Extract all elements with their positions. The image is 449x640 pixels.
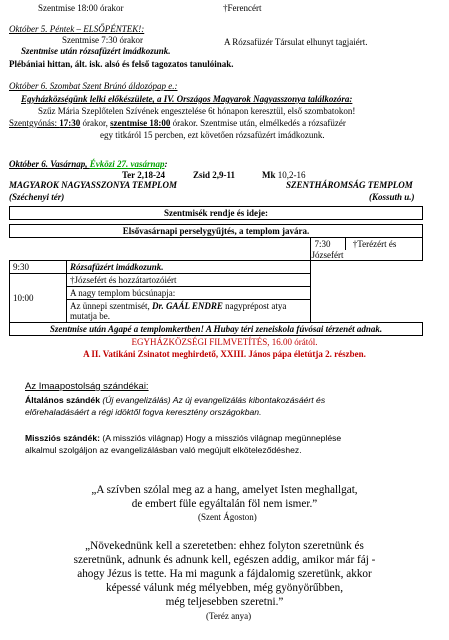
top-intention: †Ferencért	[223, 3, 262, 13]
quote2-author: (Teréz anya)	[206, 611, 252, 621]
time-1000-intent: †Józsefért és hozzátartozóiért	[67, 274, 311, 287]
sunday-heading: Október 6. Vasárnap, Évközi 27. vasárnap:	[9, 159, 168, 169]
church-right-location: (Kossuth u.)	[369, 192, 415, 202]
oct5-mass: Szentmise 7:30 órakor	[62, 35, 143, 45]
agape-notice: Szentmise után Agapé a templomkertben! A Hubay téri zeneiskola fúvósai térzenét adnak.	[10, 323, 423, 336]
mission-intention: Missziós szándék: (A missziós világnap) Hogy a missziós világnap megünneplése	[25, 433, 342, 443]
quote2-line1: „Növekednünk kell a szeretetben: ehhez folyton szeretnünk és	[85, 540, 364, 552]
quote2-line4: képessé válunk még mélyebben, még gyönyörűbben,	[105, 582, 344, 594]
quote2-line2: szeretnünk, adnunk és adnunk kell, egészen addig, amikor már fáj -	[73, 554, 376, 566]
prayer-heading: Az Imaapostolság szándékai:	[25, 381, 149, 392]
quote1-line2: de embert füle egyáltalán föl nem ismer.”	[131, 498, 318, 510]
oct6-line3: egy titkáról 15 percben, ezt követően rózsafüzért imádkozunk.	[100, 130, 325, 140]
church-right: SZENTHÁROMSÁG TEMPLOM	[286, 180, 413, 190]
oct5-after-mass: Szentmise után rózsafüzért imádkozunk.	[21, 46, 171, 56]
church-left: MAGYAROK NAGYASSZONYA TEMPLOM	[9, 180, 178, 190]
film-title: EGYHÁZKÖZSÉGI FILMVETÍTÉS, 16.00 órától.	[131, 337, 318, 347]
reading-2: Zsid 2,9-11	[193, 170, 236, 180]
collection-notice: Elsővasárnapi perselygyűjtés, a templom javára.	[10, 225, 423, 238]
celebrant: Az ünnepi szentmisét, Dr. GAÁL ENDRE nagyprépost atya mutatja be.	[67, 300, 311, 323]
mission-intention-2: alkalmul szolgáljon az evangelizálásban való megújult elköteleződéshez.	[25, 445, 302, 455]
oct5-rosary-society: A Rózsafüzér Társulat elhunyt tagjaiért.	[224, 37, 368, 47]
reading-1: Ter 2,18-24	[122, 170, 166, 180]
oct6-conference: Egyházközségünk lelki előkészülete, a IV. Országos Magyarok Nagyasszonya találkozóra:	[21, 94, 353, 104]
oct5-heading: Október 5. Péntek – ELSŐPÉNTEK!:	[9, 24, 145, 34]
oct6-heading: Október 6. Szombat Szent Brúnó áldozópap e.:	[9, 81, 178, 91]
reading-3: Mk 10,2-16	[262, 170, 306, 180]
quote2-line3: ahogy Jézus is tette. Ha mi magunk a fájdalomig szeretünk, akkor	[77, 568, 372, 580]
feast-day: A nagy templom búcsúnapja:	[67, 287, 311, 300]
oct6-line1: Szűz Mária Szeplőtelen Szívének engesztelése 6t hónapon keresztül, első szombatokon!	[38, 106, 356, 116]
time-1000: 10:00	[10, 274, 67, 323]
church-left-location: (Széchenyi tér)	[9, 192, 65, 202]
quote2-line5: még teljesebben szeretni.”	[165, 596, 284, 608]
quote1-line1: „A szívben szólal meg az a hang, amelyet Isten meghallgat,	[91, 484, 358, 496]
time-930-text: Rózsafüzért imádkozunk.	[67, 261, 311, 274]
film-subtitle: A II. Vatikáni Zsinatot meghirdető, XXIII. János pápa életútja 2. részben.	[83, 349, 366, 359]
general-intention: Általános szándék (Új evangelizálás) Az új evangelizálás kibontakozásáért és	[25, 395, 326, 405]
oct6-line2: Szentgyónás: 17:30 órakor, szentmise 18:00 órakor. Szentmise után, elmélkedés a rózsafüzér	[9, 118, 346, 128]
oct5-catechesis: Plébániai hittan, ált. isk. alsó és felső tagozatos tanulóinak.	[9, 59, 234, 69]
top-mass-time: Szentmise 18:00 órakor	[38, 3, 124, 13]
general-intention-2: előrehaladásáért a régi idöktől fogva keresztény országokban.	[25, 407, 262, 417]
schedule-table	[9, 206, 423, 336]
quote1-author: (Szent Ágoston)	[198, 512, 257, 522]
time-930: 9:30	[10, 261, 67, 274]
schedule-header: Szentmisék rendje és ideje:	[10, 207, 423, 220]
right-church-cell: 7:30 †Terézért és Józsefért	[311, 238, 423, 261]
